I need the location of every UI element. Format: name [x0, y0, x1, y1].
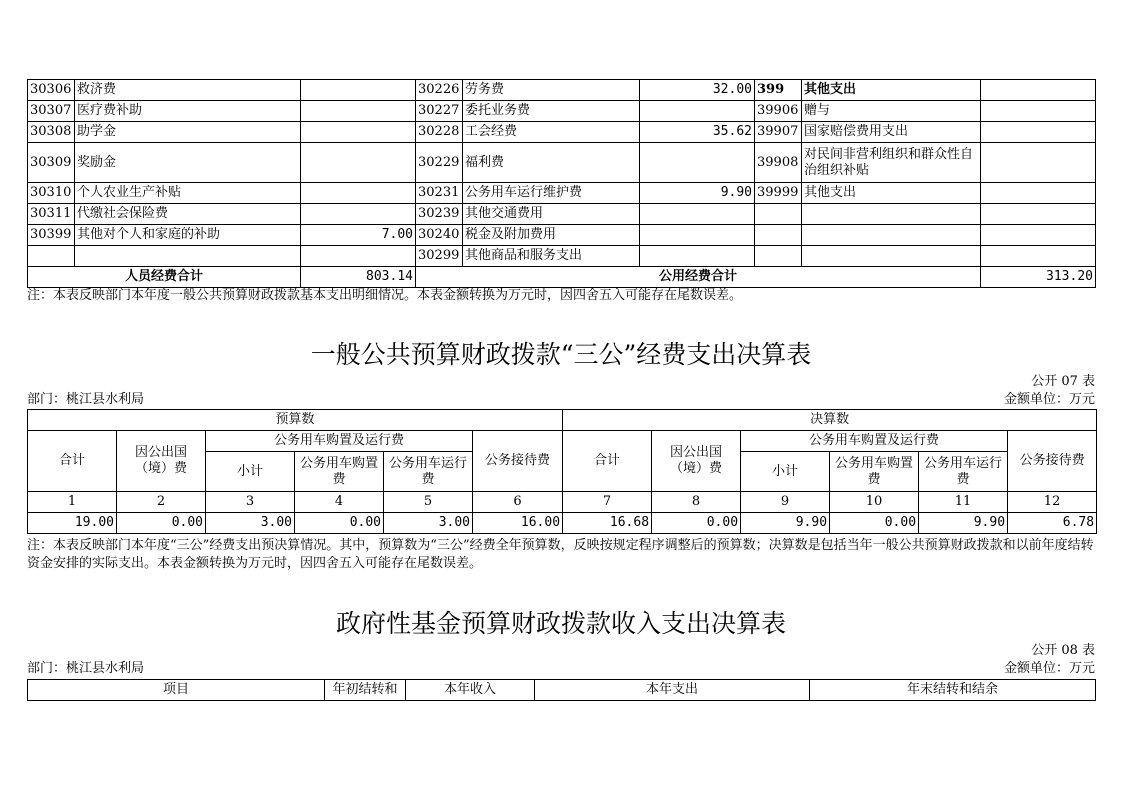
table-row: [28, 80, 1096, 101]
cell-name-1: 助学金: [75, 122, 301, 143]
gov-fund-header-row: [28, 680, 1096, 701]
cell-name-3: [802, 225, 981, 246]
column-index: 7: [563, 492, 652, 513]
cell-amount-2: [640, 225, 755, 246]
cell-name-3: 国家赔偿费用支出: [802, 122, 981, 143]
cell-amount-1: [301, 204, 416, 225]
cell-code-3: [755, 225, 802, 246]
cell-code-2: 30231: [416, 183, 463, 204]
cell-code-2: 30228: [416, 122, 463, 143]
table-row: [28, 143, 1096, 183]
value-cell: 0.00: [830, 513, 919, 534]
column-header: 年末结转和结余: [810, 680, 1096, 701]
index-row: [28, 492, 1097, 513]
cell-code-1: 30307: [28, 101, 75, 122]
cell-amount-1: [301, 183, 416, 204]
final-header: 决算数: [563, 410, 1097, 431]
budget-abroad-header: 因公出国（境）费: [117, 431, 206, 492]
table-row: [28, 204, 1096, 225]
sangong-unit: 金额单位：万元: [1003, 392, 1095, 407]
column-index: 9: [741, 492, 830, 513]
cell-code-2: 30299: [416, 246, 463, 267]
total-row: [28, 267, 1096, 288]
cell-amount-2: [640, 246, 755, 267]
cell-name-3: [802, 204, 981, 225]
column-index: 4: [295, 492, 384, 513]
cell-code-2: 30227: [416, 101, 463, 122]
final-car-purchase-header: 公务用车购置费: [830, 452, 919, 492]
cell-name-2: 委托业务费: [463, 101, 640, 122]
table-row: [28, 246, 1096, 267]
cell-code-1: 30399: [28, 225, 75, 246]
value-cell: 9.90: [741, 513, 830, 534]
cell-amount-3: [981, 225, 1096, 246]
table-row: [28, 225, 1096, 246]
value-cell: 0.00: [652, 513, 741, 534]
cell-amount-2: 32.00: [640, 80, 755, 101]
value-cell: 0.00: [117, 513, 206, 534]
budget-car-run-header: 公务用车运行费: [384, 452, 473, 492]
cell-name-1: 代缴社会保险费: [75, 204, 301, 225]
gov-fund-title: 政府性基金预算财政拨款收入支出决算表: [335, 609, 786, 638]
cell-name-2: 其他交通费用: [463, 204, 640, 225]
cell-name-2: 福利费: [463, 143, 640, 183]
cell-code-3: 39906: [755, 101, 802, 122]
cell-name-3: 对民间非营利组织和群众性自治组织补贴: [802, 143, 981, 183]
gov-fund-unit: 金额单位：万元: [1003, 661, 1095, 676]
cell-name-2: 税金及附加费用: [463, 225, 640, 246]
value-cell: 6.78: [1008, 513, 1097, 534]
column-header: 年初结转和: [325, 680, 406, 701]
column-index: 5: [384, 492, 473, 513]
cell-amount-2: [640, 204, 755, 225]
cell-name-3: 赠与: [802, 101, 981, 122]
final-abroad-header: 因公出国（境）费: [652, 431, 741, 492]
cell-name-1: 医疗费补助: [75, 101, 301, 122]
cell-amount-3: [981, 143, 1096, 183]
cell-name-3: 其他支出: [802, 80, 981, 101]
value-row: [28, 513, 1097, 534]
column-index: 11: [919, 492, 1008, 513]
cell-code-1: 30306: [28, 80, 75, 101]
column-index: 12: [1008, 492, 1097, 513]
gov-fund-table-no: 公开 08 表: [1031, 643, 1095, 658]
cell-code-3: 399: [755, 80, 802, 101]
cell-amount-2: 9.90: [640, 183, 755, 204]
cell-name-2: 工会经费: [463, 122, 640, 143]
sangong-table: [27, 409, 1097, 534]
column-index: 6: [473, 492, 563, 513]
final-reception-header: 公务接待费: [1008, 431, 1097, 492]
cell-amount-2: [640, 101, 755, 122]
cell-code-3: 39908: [755, 143, 802, 183]
sangong-dept: 部门：桃江县水利局: [27, 392, 145, 407]
column-header: 本年支出: [535, 680, 810, 701]
cell-amount-3: [981, 204, 1096, 225]
cell-code-3: 39907: [755, 122, 802, 143]
basic-expenditure-table: [27, 79, 1096, 288]
cell-code-1: 30310: [28, 183, 75, 204]
final-car-group-header: 公务用车购置及运行费: [741, 431, 1008, 452]
cell-code-1: 30309: [28, 143, 75, 183]
cell-amount-1: 7.00: [301, 225, 416, 246]
column-index: 3: [206, 492, 295, 513]
gov-fund-dept: 部门：桃江县水利局: [27, 661, 145, 676]
cell-amount-1: [301, 143, 416, 183]
cell-code-2: 30239: [416, 204, 463, 225]
gov-fund-table: [27, 679, 1096, 701]
personnel-total-label: 人员经费合计: [28, 267, 301, 288]
public-total-label: 公用经费合计: [416, 267, 981, 288]
cell-name-1: 其他对个人和家庭的补助: [75, 225, 301, 246]
value-cell: 9.90: [919, 513, 1008, 534]
cell-code-2: 30226: [416, 80, 463, 101]
cell-amount-2: [640, 143, 755, 183]
cell-amount-3: [981, 101, 1096, 122]
cell-code-1: [28, 246, 75, 267]
cell-code-3: 39999: [755, 183, 802, 204]
budget-car-purchase-header: 公务用车购置费: [295, 452, 384, 492]
cell-amount-1: [301, 246, 416, 267]
cell-amount-1: [301, 122, 416, 143]
cell-name-1: 救济费: [75, 80, 301, 101]
cell-amount-3: [981, 246, 1096, 267]
cell-code-1: 30311: [28, 204, 75, 225]
column-index: 10: [830, 492, 919, 513]
cell-code-3: [755, 204, 802, 225]
budget-header: 预算数: [28, 410, 563, 431]
sangong-table-no: 公开 07 表: [1031, 374, 1095, 389]
value-cell: 16.68: [563, 513, 652, 534]
cell-amount-3: [981, 183, 1096, 204]
cell-code-1: 30308: [28, 122, 75, 143]
public-total-value: 313.20: [981, 267, 1096, 288]
final-car-run-header: 公务用车运行费: [919, 452, 1008, 492]
column-header: 本年收入: [406, 680, 535, 701]
final-subtotal-header: 小计: [741, 452, 830, 492]
cell-name-1: [75, 246, 301, 267]
budget-total-header: 合计: [28, 431, 117, 492]
column-index: 8: [652, 492, 741, 513]
table-row: [28, 183, 1096, 204]
value-cell: 0.00: [295, 513, 384, 534]
value-cell: 3.00: [384, 513, 473, 534]
final-total-header: 合计: [563, 431, 652, 492]
cell-amount-3: [981, 80, 1096, 101]
table-row: [28, 101, 1096, 122]
column-header: 项目: [28, 680, 325, 701]
cell-name-2: 公务用车运行维护费: [463, 183, 640, 204]
cell-name-3: 其他支出: [802, 183, 981, 204]
column-index: 1: [28, 492, 117, 513]
sangong-note: 注：本表反映部门本年度“三公”经费支出预决算情况。其中，预算数为“三公”经费全年预算数，反映按规定程序调整后的预算数；决算数是包括当年一般公共预算财政拨款和以前年度结转资金安排的实际支出。本表金额转换为万元时，因四舍五入可能存在尾数误差。: [27, 538, 1094, 571]
cell-code-2: 30240: [416, 225, 463, 246]
cell-name-1: 奖励金: [75, 143, 301, 183]
budget-car-group-header: 公务用车购置及运行费: [206, 431, 473, 452]
cell-name-1: 个人农业生产补贴: [75, 183, 301, 204]
sangong-title: 一般公共预算财政拨款“三公”经费支出决算表: [310, 340, 812, 369]
cell-name-2: 其他商品和服务支出: [463, 246, 640, 267]
value-cell: 19.00: [28, 513, 117, 534]
cell-name-3: [802, 246, 981, 267]
budget-subtotal-header: 小计: [206, 452, 295, 492]
cell-code-3: [755, 246, 802, 267]
budget-reception-header: 公务接待费: [473, 431, 563, 492]
table-row: [28, 122, 1096, 143]
cell-amount-2: 35.62: [640, 122, 755, 143]
personnel-total-value: 803.14: [301, 267, 416, 288]
cell-code-2: 30229: [416, 143, 463, 183]
value-cell: 3.00: [206, 513, 295, 534]
basic-table-note: 注：本表反映部门本年度一般公共预算财政拨款基本支出明细情况。本表金额转换为万元时，因四舍五入可能存在尾数误差。: [27, 288, 743, 303]
column-index: 2: [117, 492, 206, 513]
cell-amount-1: [301, 101, 416, 122]
cell-name-2: 劳务费: [463, 80, 640, 101]
cell-amount-1: [301, 80, 416, 101]
cell-amount-3: [981, 122, 1096, 143]
value-cell: 16.00: [473, 513, 563, 534]
